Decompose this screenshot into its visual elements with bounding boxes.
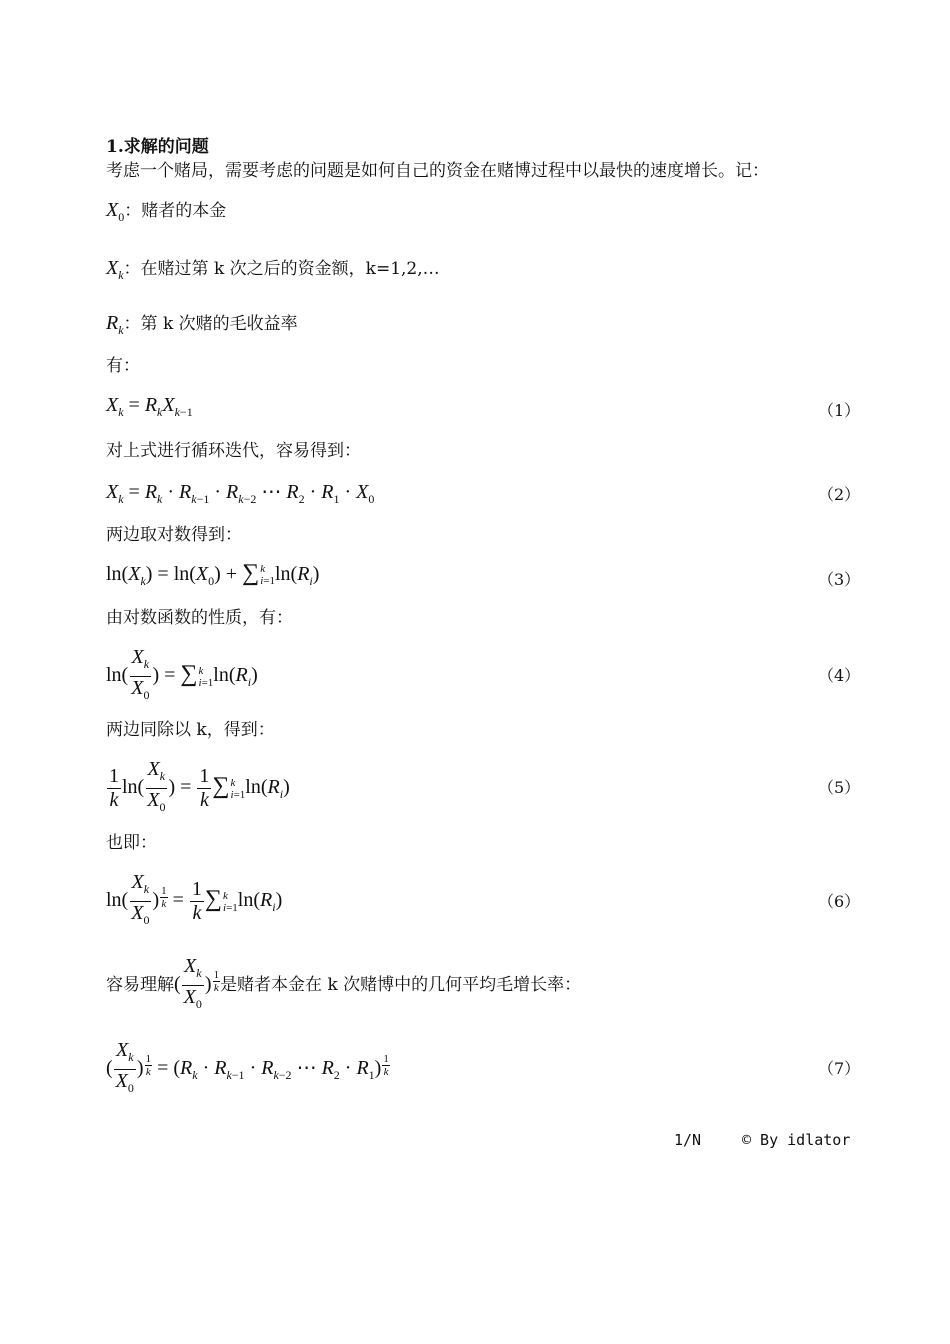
text-log-property: 由对数函数的性质，有： bbox=[106, 608, 293, 628]
equation-7: ( $\frac{X_k}{X_0}$ ) $\frac{1}{k}$ = ($R_k \cdot R_{k-1} \cdot R_{k-2}$ ⋯ $R_2 \cdot R_1$) $\frac{1}{k}$ bbox=[106, 1039, 389, 1095]
symbol-rk: $R_k$ bbox=[106, 312, 124, 337]
text-understand-prefix: 容易理解 bbox=[106, 975, 174, 996]
definition-xk-text: ：在赌过第 k 次之后的资金额，k=1,2,… bbox=[123, 259, 440, 279]
text-take-log: 两边取对数得到： bbox=[106, 525, 242, 545]
text-understand-suffix: 是赌者本金在 k 次赌博中的几何平均毛增长率： bbox=[220, 975, 582, 996]
text-namely: 也即： bbox=[106, 833, 157, 853]
definition-xk bbox=[106, 257, 440, 286]
equation-5: $\frac{1}{k}$ ln( $\frac{X_k}{X_0}$ ) = $\frac{1}{k}$ ∑ k i=1 $\ln(R_i)$ bbox=[109, 758, 290, 814]
equation-number-6: （6） bbox=[818, 892, 861, 911]
text-understand bbox=[106, 956, 581, 1015]
symbol-x0: $X_0$ bbox=[106, 199, 125, 224]
equation-number-4: （4） bbox=[818, 666, 861, 685]
equation-6: ln( $\frac{X_k}{X_0}$ ) $\frac{1}{k}$ = $\frac{1}{k}$ ∑ k i=1 $\ln(R_i)$ bbox=[106, 871, 283, 927]
intro-paragraph: 考虑一个赌局，需要考虑的问题是如何自己的资金在赌博过程中以最快的速度增长。记： bbox=[106, 161, 769, 181]
equation-3: $\ln(X_k) = \ln(X_0)$ + ∑ k i=1 $\ln(R_i)$ bbox=[106, 560, 320, 588]
equation-number-3: （3） bbox=[818, 570, 861, 589]
definition-x0-text: ：赌者的本金 bbox=[124, 201, 227, 221]
equation-number-5: （5） bbox=[818, 778, 861, 797]
definition-x0 bbox=[106, 199, 226, 228]
equation-number-2: （2） bbox=[818, 485, 861, 504]
footer-credit: © By idlator bbox=[742, 1131, 851, 1149]
equation-number-7: （7） bbox=[818, 1059, 861, 1078]
definition-rk bbox=[106, 312, 298, 341]
section-title: 1.求解的问题 bbox=[106, 137, 209, 157]
symbol-xk: $X_k$ bbox=[106, 257, 124, 282]
text-have: 有： bbox=[106, 356, 140, 376]
text-iterate: 对上式进行循环迭代，容易得到： bbox=[106, 441, 361, 461]
equation-4: ln( $\frac{X_k}{X_0}$ ) = ∑ k i=1 $\ln(R_i)$ bbox=[106, 646, 258, 702]
footer-page-number: 1/N bbox=[674, 1131, 702, 1149]
equation-1: $X_k = R_kX_{k-1}$ bbox=[106, 394, 193, 419]
inline-growth-ratio: ( $\frac{X_k}{X_0}$ ) $\frac{1}{k}$ bbox=[174, 955, 220, 1011]
equation-2: $X_k = R_k \cdot R_{k-1} \cdot R_{k-2}$ ⋯ $R_2 \cdot R_1 \cdot X_0$ bbox=[106, 481, 375, 506]
text-divide-k: 两边同除以 k，得到： bbox=[106, 720, 275, 740]
definition-rk-text: ：第 k 次赌的毛收益率 bbox=[123, 314, 298, 334]
equation-number-1: （1） bbox=[818, 401, 861, 420]
